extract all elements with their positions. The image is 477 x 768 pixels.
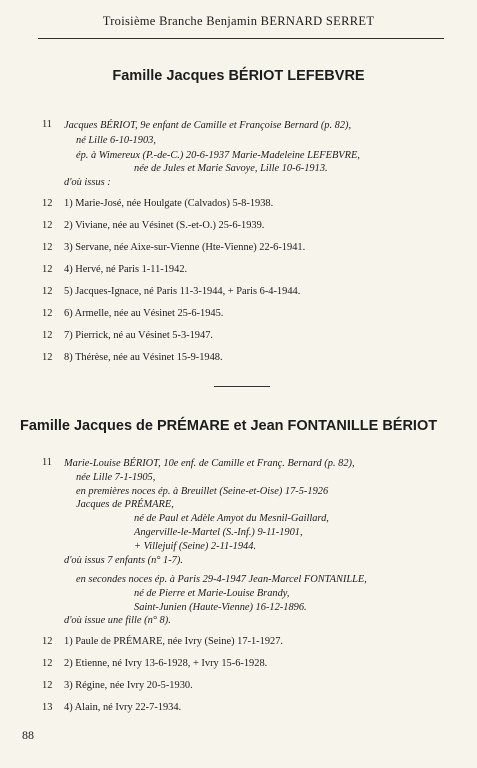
child-entry: 4) Alain, né Ivry 22-7-1934. [64, 702, 182, 713]
entry-line: né Lille 6-10-1903, [76, 135, 156, 146]
entry-line: né de Paul et Adèle Amyot du Mesnil-Gaillard, [134, 513, 329, 524]
section-title-beriot-lefebvre: Famille Jacques BÉRIOT LEFEBVRE [112, 68, 365, 84]
child-entry: 7) Pierrick, né au Vésinet 5-3-1947. [64, 330, 213, 341]
child-generation: 12 [42, 680, 53, 691]
entry-line: Jacques BÉRIOT, 9e enfant de Camille et Françoise Bernard (p. 82), [64, 120, 352, 131]
child-entry: 2) Etienne, né Ivry 13-6-1928, + Ivry 15-6-1928. [64, 658, 268, 669]
entry-line: Marie-Louise BÉRIOT, 10e enf. de Camille et Franç. Bernard (p. 82), [64, 458, 355, 469]
section-title-premare-fontanille: Famille Jacques de PRÉMARE et Jean FONTANILLE BÉRIOT [20, 418, 438, 434]
entry-line: ép. à Wimereux (P.-de-C.) 20-6-1937 Marie-Madeleine LEFEBVRE, [76, 150, 360, 161]
entry-line: Jacques de PRÉMARE, [76, 499, 174, 510]
child-generation: 12 [42, 330, 53, 341]
entry-line: née de Jules et Marie Savoye, Lille 10-6-1913. [134, 163, 328, 174]
header-rule [38, 38, 444, 39]
entry-line: en premières noces ép. à Breuillet (Seine-et-Oise) 17-5-1926 [76, 486, 329, 497]
entry-line: en secondes noces ép. à Paris 29-4-1947 Jean-Marcel FONTANILLE, [76, 574, 367, 585]
entry-line: Angerville-le-Martel (S.-Inf.) 9-11-1901, [134, 527, 303, 538]
entry-generation: 11 [42, 457, 53, 468]
section-divider [214, 386, 270, 387]
page-number: 88 [22, 728, 34, 742]
child-generation: 12 [42, 658, 53, 669]
child-generation: 13 [42, 702, 53, 713]
entry-line: né de Pierre et Marie-Louise Brandy, [134, 588, 290, 599]
child-entry: 1) Paule de PRÉMARE, née Ivry (Seine) 17-1-1927. [64, 636, 284, 647]
entry-line: + Villejuif (Seine) 2-11-1944. [134, 541, 257, 552]
child-entry: 3) Servane, née Aixe-sur-Vienne (Hte-Vienne) 22-6-1941. [64, 242, 306, 253]
child-generation: 12 [42, 352, 53, 363]
child-generation: 12 [42, 286, 53, 297]
child-generation: 12 [42, 636, 53, 647]
child-entry: 3) Régine, née Ivry 20-5-1930. [64, 680, 193, 691]
child-entry: 1) Marie-José, née Houlgate (Calvados) 5-8-1938. [64, 198, 274, 209]
child-generation: 12 [42, 264, 53, 275]
child-generation: 12 [42, 220, 53, 231]
entry-line: d'où issus : [64, 177, 111, 188]
child-entry: 8) Thérèse, née au Vésinet 15-9-1948. [64, 352, 223, 363]
entry-line: née Lille 7-1-1905, [76, 472, 156, 483]
child-generation: 12 [42, 308, 53, 319]
child-generation: 12 [42, 242, 53, 253]
entry-line: d'où issus 7 enfants (n° 1-7). [64, 555, 183, 566]
child-entry: 5) Jacques-Ignace, né Paris 11-3-1944, + Paris 6-4-1944. [64, 286, 301, 297]
running-head: Troisième Branche Benjamin BERNARD SERRET [102, 14, 375, 28]
entry-line: Saint-Junien (Haute-Vienne) 16-12-1896. [134, 602, 307, 613]
entry-generation: 11 [42, 119, 53, 130]
child-entry: 4) Hervé, né Paris 1-11-1942. [64, 264, 188, 275]
child-entry: 2) Viviane, née au Vésinet (S.-et-O.) 25-6-1939. [64, 220, 265, 231]
child-entry: 6) Armelle, née au Vésinet 25-6-1945. [64, 308, 224, 319]
child-generation: 12 [42, 198, 53, 209]
entry-line: d'où issue une fille (n° 8). [64, 615, 171, 626]
